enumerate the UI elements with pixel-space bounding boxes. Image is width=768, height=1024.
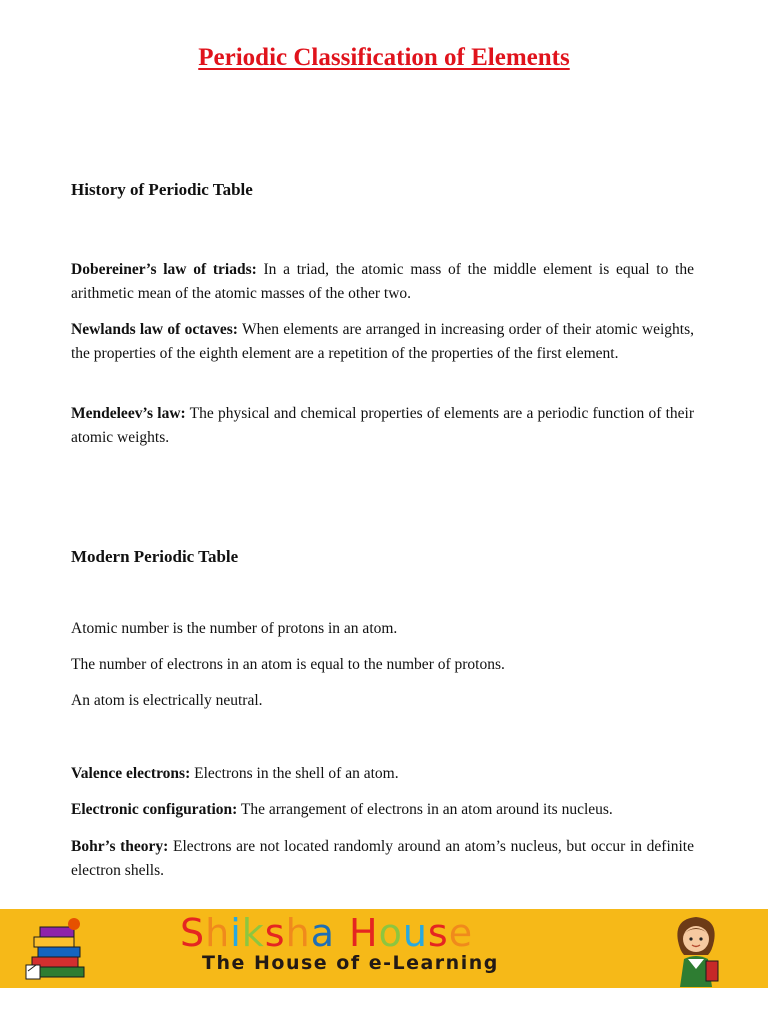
law-triads-text: In a triad, the atomic mass of the middle element is equal to the arithmetic mean of the atomic masses of the other two. <box>71 261 694 302</box>
brand-letter: S <box>180 911 206 955</box>
brand-letter: a <box>310 911 335 955</box>
mendeleev-law-term: Mendeleev’s law: <box>71 405 186 422</box>
brand-letter: i <box>230 911 242 955</box>
law-triads <box>71 258 694 306</box>
law-octaves <box>71 318 694 366</box>
brand-letter: h <box>205 911 231 955</box>
bohr-theory <box>71 835 694 883</box>
valence-electrons-text: Electrons in the shell of an atom. <box>190 765 399 782</box>
student-girl-icon <box>664 911 728 987</box>
law-triads-term: Dobereiner’s law of triads: <box>71 261 257 278</box>
brand-letter: o <box>378 911 403 955</box>
brand-letter: u <box>402 911 428 955</box>
electronic-configuration-term: Electronic configuration: <box>71 801 238 818</box>
brand-letter: e <box>448 911 474 955</box>
bohr-theory-term: Bohr’s theory: <box>71 838 169 855</box>
history-heading: History of Periodic Table <box>71 180 253 199</box>
footer-banner <box>0 909 768 988</box>
neutral-line: An atom is electrically neutral. <box>71 692 263 709</box>
brand-letter: k <box>241 911 265 955</box>
books-logo-icon <box>22 915 92 983</box>
law-octaves-term: Newlands law of octaves: <box>71 321 238 338</box>
brand-name <box>180 911 580 955</box>
electrons-line: The number of electrons in an atom is equal to the number of protons. <box>71 656 505 673</box>
law-octaves-text: When elements are arranged in increasing order of their atomic weights, the properties of the eighth element are a repetition of the properties of the first element. <box>71 321 694 362</box>
valence-electrons-term: Valence electrons: <box>71 765 191 782</box>
brand-name-text <box>180 911 473 955</box>
mendeleev-law <box>71 402 694 450</box>
bohr-theory-text: Electrons are not located randomly around an atom’s nucleus, but occur in definite electron shells. <box>71 838 694 879</box>
page-title: Periodic Classification of Elements <box>198 44 570 71</box>
electronic-configuration-text: The arrangement of electrons in an atom around its nucleus. <box>237 801 613 818</box>
brand-letter: H <box>349 911 379 955</box>
brand-letter: h <box>285 911 311 955</box>
brand-tagline: The House of e-Learning <box>202 952 499 974</box>
modern-heading: Modern Periodic Table <box>71 547 239 566</box>
electronic-configuration <box>71 798 694 822</box>
brand-letter: s <box>427 911 449 955</box>
valence-electrons <box>71 762 694 786</box>
mendeleev-law-text: The physical and chemical properties of elements are a periodic function of their atomic weights. <box>71 405 694 446</box>
atomic-number-line: Atomic number is the number of protons in an atom. <box>71 620 398 637</box>
brand-letter: s <box>264 911 286 955</box>
